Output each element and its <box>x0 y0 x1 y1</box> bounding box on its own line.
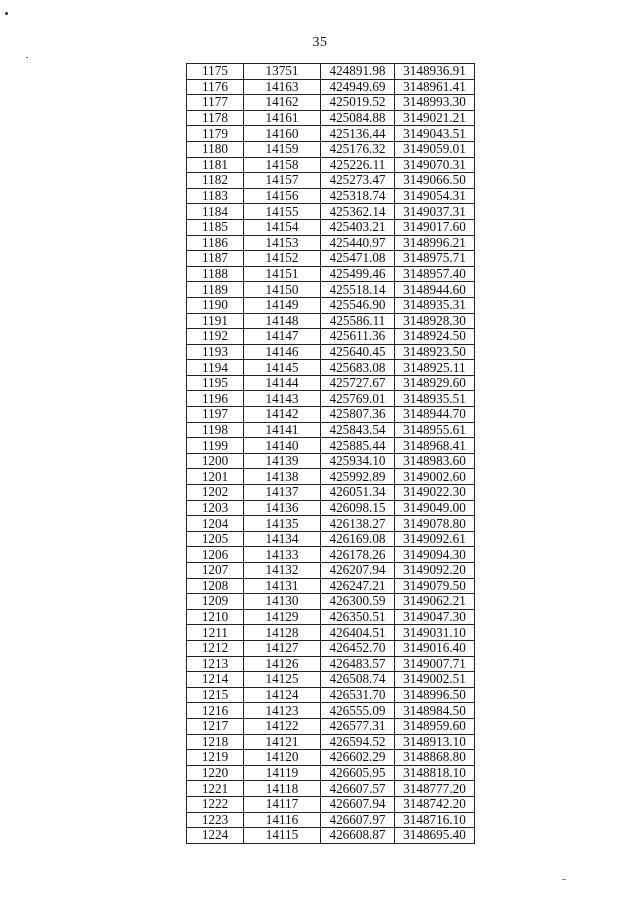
y-coordinate-cell: 3148925.11 <box>395 360 475 376</box>
point-number-cell: 1214 <box>187 672 244 688</box>
point-id-cell: 14153 <box>244 235 321 251</box>
y-coordinate-cell: 3148929.60 <box>395 375 475 391</box>
point-id-cell: 14150 <box>244 282 321 298</box>
point-id-cell: 14119 <box>244 765 321 781</box>
point-id-cell: 14148 <box>244 313 321 329</box>
point-number-cell: 1185 <box>187 219 244 235</box>
point-number-cell: 1210 <box>187 609 244 625</box>
point-number-cell: 1208 <box>187 578 244 594</box>
table-row <box>187 407 475 423</box>
point-id-cell: 14142 <box>244 407 321 423</box>
table-row <box>187 251 475 267</box>
point-number-cell: 1180 <box>187 141 244 157</box>
point-number-cell: 1176 <box>187 79 244 95</box>
point-id-cell: 14156 <box>244 188 321 204</box>
table-row <box>187 594 475 610</box>
y-coordinate-cell: 3148983.60 <box>395 453 475 469</box>
table-row <box>187 438 475 454</box>
table-row <box>187 578 475 594</box>
scan-speck <box>562 879 566 880</box>
x-coordinate-cell: 425992.89 <box>321 469 395 485</box>
x-coordinate-cell: 425440.97 <box>321 235 395 251</box>
point-id-cell: 14146 <box>244 344 321 360</box>
y-coordinate-cell: 3148935.51 <box>395 391 475 407</box>
table-row <box>187 547 475 563</box>
point-id-cell: 14131 <box>244 578 321 594</box>
y-coordinate-cell: 3148695.40 <box>395 828 475 844</box>
point-number-cell: 1188 <box>187 266 244 282</box>
y-coordinate-cell: 3148955.61 <box>395 422 475 438</box>
table-row <box>187 126 475 142</box>
table-row <box>187 750 475 766</box>
point-number-cell: 1209 <box>187 594 244 610</box>
point-id-cell: 14122 <box>244 718 321 734</box>
table-row <box>187 609 475 625</box>
point-id-cell: 14139 <box>244 453 321 469</box>
point-id-cell: 14115 <box>244 828 321 844</box>
y-coordinate-cell: 3149094.30 <box>395 547 475 563</box>
point-number-cell: 1183 <box>187 188 244 204</box>
point-id-cell: 14140 <box>244 438 321 454</box>
x-coordinate-cell: 425769.01 <box>321 391 395 407</box>
x-coordinate-cell: 426169.08 <box>321 531 395 547</box>
y-coordinate-cell: 3149079.50 <box>395 578 475 594</box>
table-row <box>187 64 475 80</box>
point-id-cell: 14149 <box>244 297 321 313</box>
y-coordinate-cell: 3149021.21 <box>395 110 475 126</box>
y-coordinate-cell: 3149092.61 <box>395 531 475 547</box>
point-id-cell: 14155 <box>244 204 321 220</box>
x-coordinate-cell: 426404.51 <box>321 625 395 641</box>
y-coordinate-cell: 3149059.01 <box>395 141 475 157</box>
point-id-cell: 14132 <box>244 563 321 579</box>
y-coordinate-cell: 3148868.80 <box>395 750 475 766</box>
x-coordinate-cell: 426607.97 <box>321 812 395 828</box>
y-coordinate-cell: 3148716.10 <box>395 812 475 828</box>
point-number-cell: 1184 <box>187 204 244 220</box>
coordinates-table-body <box>187 64 475 844</box>
point-id-cell: 14116 <box>244 812 321 828</box>
table-row <box>187 765 475 781</box>
table-row <box>187 141 475 157</box>
y-coordinate-cell: 3148975.71 <box>395 251 475 267</box>
y-coordinate-cell: 3148993.30 <box>395 95 475 111</box>
point-id-cell: 13751 <box>244 64 321 80</box>
point-id-cell: 14152 <box>244 251 321 267</box>
table-row <box>187 734 475 750</box>
y-coordinate-cell: 3148777.20 <box>395 781 475 797</box>
table-row <box>187 718 475 734</box>
point-id-cell: 14138 <box>244 469 321 485</box>
table-row <box>187 157 475 173</box>
y-coordinate-cell: 3149066.50 <box>395 173 475 189</box>
x-coordinate-cell: 425807.36 <box>321 407 395 423</box>
point-number-cell: 1204 <box>187 516 244 532</box>
table-row <box>187 500 475 516</box>
point-id-cell: 14135 <box>244 516 321 532</box>
point-id-cell: 14128 <box>244 625 321 641</box>
table-row <box>187 173 475 189</box>
point-id-cell: 14123 <box>244 703 321 719</box>
y-coordinate-cell: 3149002.51 <box>395 672 475 688</box>
table-row <box>187 188 475 204</box>
point-number-cell: 1200 <box>187 453 244 469</box>
table-row <box>187 703 475 719</box>
table-row <box>187 219 475 235</box>
table-row <box>187 485 475 501</box>
x-coordinate-cell: 425885.44 <box>321 438 395 454</box>
table-row <box>187 297 475 313</box>
x-coordinate-cell: 426483.57 <box>321 656 395 672</box>
point-number-cell: 1213 <box>187 656 244 672</box>
table-row <box>187 344 475 360</box>
point-number-cell: 1216 <box>187 703 244 719</box>
table-row <box>187 563 475 579</box>
point-number-cell: 1179 <box>187 126 244 142</box>
table-row <box>187 687 475 703</box>
y-coordinate-cell: 3149017.60 <box>395 219 475 235</box>
point-id-cell: 14129 <box>244 609 321 625</box>
x-coordinate-cell: 425727.67 <box>321 375 395 391</box>
table-row <box>187 204 475 220</box>
y-coordinate-cell: 3149070.31 <box>395 157 475 173</box>
x-coordinate-cell: 426607.94 <box>321 796 395 812</box>
point-id-cell: 14141 <box>244 422 321 438</box>
point-number-cell: 1222 <box>187 796 244 812</box>
x-coordinate-cell: 426350.51 <box>321 609 395 625</box>
point-id-cell: 14137 <box>244 485 321 501</box>
point-number-cell: 1220 <box>187 765 244 781</box>
y-coordinate-cell: 3148935.31 <box>395 297 475 313</box>
x-coordinate-cell: 426452.70 <box>321 640 395 656</box>
x-coordinate-cell: 425611.36 <box>321 329 395 345</box>
y-coordinate-cell: 3148944.70 <box>395 407 475 423</box>
point-number-cell: 1186 <box>187 235 244 251</box>
x-coordinate-cell: 426607.57 <box>321 781 395 797</box>
x-coordinate-cell: 426051.34 <box>321 485 395 501</box>
point-id-cell: 14133 <box>244 547 321 563</box>
point-number-cell: 1191 <box>187 313 244 329</box>
point-number-cell: 1182 <box>187 173 244 189</box>
x-coordinate-cell: 426555.09 <box>321 703 395 719</box>
y-coordinate-cell: 3149078.80 <box>395 516 475 532</box>
x-coordinate-cell: 425273.47 <box>321 173 395 189</box>
point-number-cell: 1177 <box>187 95 244 111</box>
point-id-cell: 14151 <box>244 266 321 282</box>
point-number-cell: 1192 <box>187 329 244 345</box>
y-coordinate-cell: 3148818.10 <box>395 765 475 781</box>
point-number-cell: 1201 <box>187 469 244 485</box>
point-number-cell: 1199 <box>187 438 244 454</box>
x-coordinate-cell: 426594.52 <box>321 734 395 750</box>
table-row <box>187 360 475 376</box>
x-coordinate-cell: 424891.98 <box>321 64 395 80</box>
x-coordinate-cell: 425586.11 <box>321 313 395 329</box>
table-row <box>187 453 475 469</box>
y-coordinate-cell: 3149054.31 <box>395 188 475 204</box>
table-row <box>187 329 475 345</box>
x-coordinate-cell: 425362.14 <box>321 204 395 220</box>
point-number-cell: 1190 <box>187 297 244 313</box>
point-id-cell: 14158 <box>244 157 321 173</box>
page-number: 35 <box>312 35 328 50</box>
y-coordinate-cell: 3149002.60 <box>395 469 475 485</box>
table-row <box>187 79 475 95</box>
table-row <box>187 313 475 329</box>
table-row <box>187 422 475 438</box>
point-id-cell: 14145 <box>244 360 321 376</box>
table-row <box>187 656 475 672</box>
x-coordinate-cell: 425019.52 <box>321 95 395 111</box>
x-coordinate-cell: 425499.46 <box>321 266 395 282</box>
y-coordinate-cell: 3148961.41 <box>395 79 475 95</box>
y-coordinate-cell: 3148923.50 <box>395 344 475 360</box>
y-coordinate-cell: 3149092.20 <box>395 563 475 579</box>
y-coordinate-cell: 3148984.50 <box>395 703 475 719</box>
scan-speck <box>5 12 8 15</box>
y-coordinate-cell: 3148996.50 <box>395 687 475 703</box>
x-coordinate-cell: 425084.88 <box>321 110 395 126</box>
point-number-cell: 1189 <box>187 282 244 298</box>
point-id-cell: 14144 <box>244 375 321 391</box>
x-coordinate-cell: 425176.32 <box>321 141 395 157</box>
point-id-cell: 14126 <box>244 656 321 672</box>
point-id-cell: 14147 <box>244 329 321 345</box>
y-coordinate-cell: 3149037.31 <box>395 204 475 220</box>
y-coordinate-cell: 3149047.30 <box>395 609 475 625</box>
x-coordinate-cell: 426178.26 <box>321 547 395 563</box>
y-coordinate-cell: 3148944.60 <box>395 282 475 298</box>
table-row <box>187 375 475 391</box>
y-coordinate-cell: 3149016.40 <box>395 640 475 656</box>
x-coordinate-cell: 426605.95 <box>321 765 395 781</box>
y-coordinate-cell: 3149043.51 <box>395 126 475 142</box>
point-id-cell: 14127 <box>244 640 321 656</box>
point-id-cell: 14159 <box>244 141 321 157</box>
y-coordinate-cell: 3148924.50 <box>395 329 475 345</box>
x-coordinate-cell: 425318.74 <box>321 188 395 204</box>
point-number-cell: 1207 <box>187 563 244 579</box>
point-id-cell: 14136 <box>244 500 321 516</box>
point-number-cell: 1221 <box>187 781 244 797</box>
table-row <box>187 469 475 485</box>
point-id-cell: 14160 <box>244 126 321 142</box>
point-number-cell: 1211 <box>187 625 244 641</box>
x-coordinate-cell: 426300.59 <box>321 594 395 610</box>
table-row <box>187 796 475 812</box>
point-number-cell: 1217 <box>187 718 244 734</box>
x-coordinate-cell: 425934.10 <box>321 453 395 469</box>
point-number-cell: 1215 <box>187 687 244 703</box>
table-row <box>187 672 475 688</box>
point-id-cell: 14130 <box>244 594 321 610</box>
table-row <box>187 266 475 282</box>
x-coordinate-cell: 426247.21 <box>321 578 395 594</box>
point-number-cell: 1187 <box>187 251 244 267</box>
scan-speck <box>26 57 28 58</box>
table-row <box>187 640 475 656</box>
x-coordinate-cell: 426138.27 <box>321 516 395 532</box>
point-id-cell: 14161 <box>244 110 321 126</box>
y-coordinate-cell: 3149031.10 <box>395 625 475 641</box>
x-coordinate-cell: 426531.70 <box>321 687 395 703</box>
x-coordinate-cell: 425403.21 <box>321 219 395 235</box>
point-id-cell: 14157 <box>244 173 321 189</box>
y-coordinate-cell: 3148742.20 <box>395 796 475 812</box>
table-row <box>187 110 475 126</box>
point-number-cell: 1178 <box>187 110 244 126</box>
point-id-cell: 14124 <box>244 687 321 703</box>
point-number-cell: 1193 <box>187 344 244 360</box>
point-number-cell: 1203 <box>187 500 244 516</box>
x-coordinate-cell: 426602.29 <box>321 750 395 766</box>
point-id-cell: 14120 <box>244 750 321 766</box>
x-coordinate-cell: 426508.74 <box>321 672 395 688</box>
y-coordinate-cell: 3148913.10 <box>395 734 475 750</box>
point-id-cell: 14163 <box>244 79 321 95</box>
y-coordinate-cell: 3148957.40 <box>395 266 475 282</box>
x-coordinate-cell: 425640.45 <box>321 344 395 360</box>
point-number-cell: 1175 <box>187 64 244 80</box>
point-number-cell: 1212 <box>187 640 244 656</box>
y-coordinate-cell: 3149049.00 <box>395 500 475 516</box>
point-id-cell: 14125 <box>244 672 321 688</box>
x-coordinate-cell: 426098.15 <box>321 500 395 516</box>
point-number-cell: 1206 <box>187 547 244 563</box>
x-coordinate-cell: 425843.54 <box>321 422 395 438</box>
y-coordinate-cell: 3148996.21 <box>395 235 475 251</box>
x-coordinate-cell: 426577.31 <box>321 718 395 734</box>
table-row <box>187 391 475 407</box>
point-number-cell: 1196 <box>187 391 244 407</box>
point-id-cell: 14118 <box>244 781 321 797</box>
table-row <box>187 531 475 547</box>
y-coordinate-cell: 3149062.21 <box>395 594 475 610</box>
x-coordinate-cell: 424949.69 <box>321 79 395 95</box>
table-row <box>187 95 475 111</box>
point-number-cell: 1218 <box>187 734 244 750</box>
table-row <box>187 235 475 251</box>
coordinates-table <box>186 63 475 844</box>
x-coordinate-cell: 425136.44 <box>321 126 395 142</box>
x-coordinate-cell: 425518.14 <box>321 282 395 298</box>
table-row <box>187 516 475 532</box>
table-row <box>187 282 475 298</box>
y-coordinate-cell: 3148968.41 <box>395 438 475 454</box>
point-number-cell: 1197 <box>187 407 244 423</box>
point-id-cell: 14121 <box>244 734 321 750</box>
point-id-cell: 14143 <box>244 391 321 407</box>
table-row <box>187 625 475 641</box>
y-coordinate-cell: 3148936.91 <box>395 64 475 80</box>
point-number-cell: 1194 <box>187 360 244 376</box>
point-number-cell: 1202 <box>187 485 244 501</box>
x-coordinate-cell: 425226.11 <box>321 157 395 173</box>
table-row <box>187 828 475 844</box>
point-number-cell: 1205 <box>187 531 244 547</box>
x-coordinate-cell: 426608.87 <box>321 828 395 844</box>
y-coordinate-cell: 3148959.60 <box>395 718 475 734</box>
point-number-cell: 1223 <box>187 812 244 828</box>
table-row <box>187 781 475 797</box>
point-id-cell: 14117 <box>244 796 321 812</box>
y-coordinate-cell: 3149022.30 <box>395 485 475 501</box>
x-coordinate-cell: 425546.90 <box>321 297 395 313</box>
x-coordinate-cell: 426207.94 <box>321 563 395 579</box>
point-id-cell: 14134 <box>244 531 321 547</box>
point-number-cell: 1181 <box>187 157 244 173</box>
point-number-cell: 1224 <box>187 828 244 844</box>
y-coordinate-cell: 3149007.71 <box>395 656 475 672</box>
x-coordinate-cell: 425471.08 <box>321 251 395 267</box>
table-row <box>187 812 475 828</box>
point-number-cell: 1219 <box>187 750 244 766</box>
point-number-cell: 1195 <box>187 375 244 391</box>
y-coordinate-cell: 3148928.30 <box>395 313 475 329</box>
point-id-cell: 14162 <box>244 95 321 111</box>
point-id-cell: 14154 <box>244 219 321 235</box>
point-number-cell: 1198 <box>187 422 244 438</box>
x-coordinate-cell: 425683.08 <box>321 360 395 376</box>
